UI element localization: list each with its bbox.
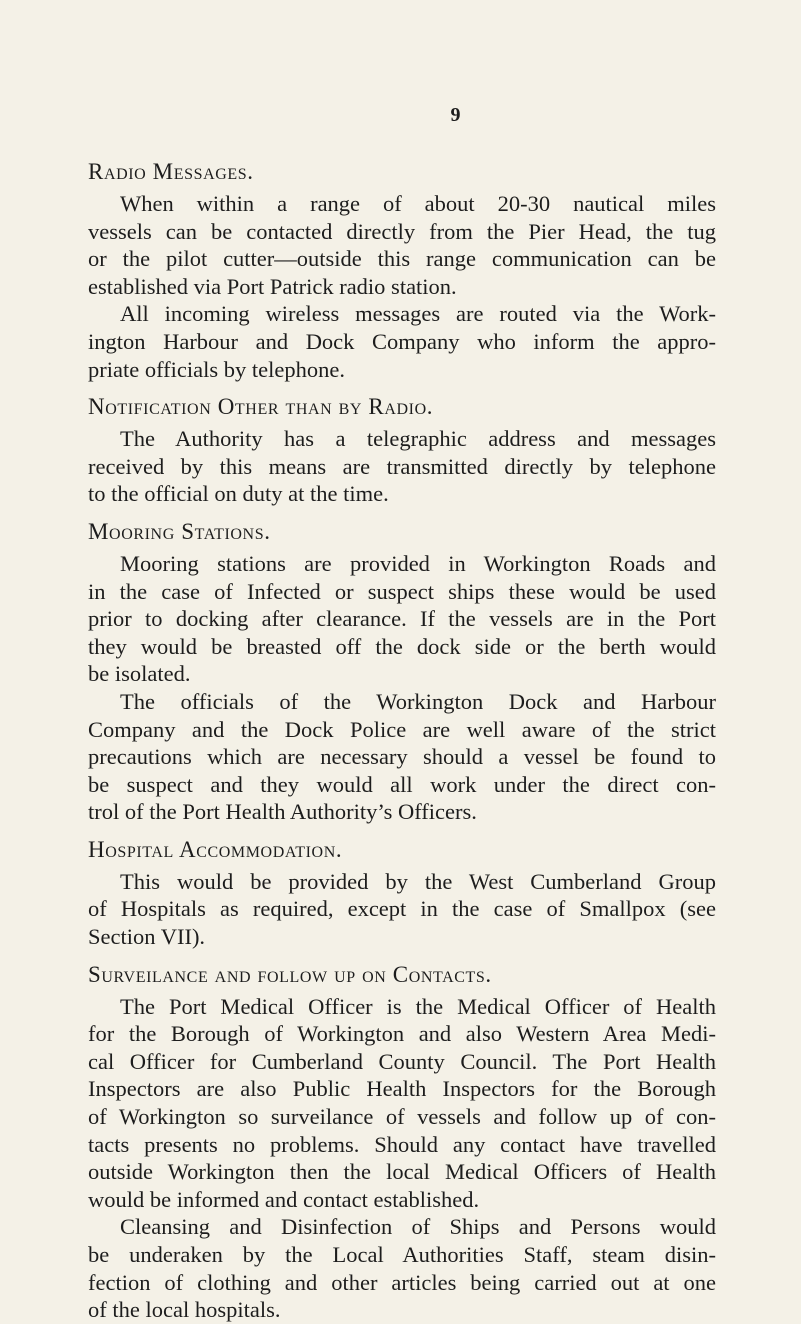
text-line: Company and the Dock Police are well aware of the strict	[88, 716, 716, 742]
paragraph	[88, 688, 716, 826]
text-line: precautions which are necessary should a vessel be found to	[88, 744, 716, 770]
text-line: vessels can be contacted directly from the Pier Head, the tug	[88, 218, 716, 244]
text-line: for the Borough of Workington and also Western Area Medi-	[88, 1021, 716, 1047]
paragraph	[88, 190, 716, 300]
text-line: The Authority has a telegraphic address and messages	[120, 426, 716, 452]
text-line: ington Harbour and Dock Company who inform the appro-	[88, 328, 716, 354]
text-line: tacts presents no problems. Should any contact have travelled	[88, 1131, 716, 1157]
paragraph	[88, 868, 716, 951]
text-line: outside Workington then the local Medical Officers of Health	[88, 1159, 716, 1185]
text-line: they would be breasted off the dock side or the berth would	[88, 633, 716, 659]
text-line: The Port Medical Officer is the Medical Officer of Health	[120, 993, 716, 1019]
text-line: prior to docking after clearance. If the vessels are in the Port	[88, 606, 716, 632]
text-line: established via Port Patrick radio station.	[88, 273, 457, 299]
paragraph	[88, 300, 716, 383]
text-line: Inspectors are also Public Health Inspectors for the Borough	[88, 1076, 716, 1102]
text-line: When within a range of about 20-30 nautical miles	[120, 191, 716, 216]
text-line: This would be provided by the West Cumberland Group	[120, 868, 716, 894]
text-line: or the pilot cutter—outside this range communication can be	[88, 246, 716, 272]
section-heading: Surveilance and follow up on Contacts.	[88, 961, 492, 987]
text-line: would be informed and contact established.	[88, 1186, 480, 1212]
text-line: fection of clothing and other articles being carried out at one	[88, 1269, 716, 1295]
text-line: trol of the Port Health Authority’s Officers.	[88, 799, 477, 825]
text-line: of Workington so surveilance of vessels and follow up of con-	[88, 1104, 716, 1130]
paragraph	[88, 1213, 716, 1323]
text-line: cal Officer for Cumberland County Council. The Port Health	[88, 1048, 716, 1074]
page-number: 9	[450, 104, 461, 126]
section-heading: Hospital Accommodation.	[88, 836, 343, 862]
document-body	[88, 158, 716, 1324]
paragraph	[88, 425, 716, 508]
text-line: be underaken by the Local Authorities Staff, steam disin-	[88, 1242, 716, 1267]
text-line: Cleansing and Disinfection of Ships and Persons would	[120, 1214, 716, 1240]
text-line: priate officials by telephone.	[88, 356, 345, 382]
section-heading: Mooring Stations.	[88, 518, 271, 544]
text-line: in the case of Infected or suspect ships these would be used	[88, 578, 716, 604]
text-line: Section VII).	[88, 924, 206, 950]
section-heading: Notification Other than by Radio.	[88, 394, 434, 420]
text-line: All incoming wireless messages are routed via the Work-	[120, 301, 716, 327]
text-line: received by this means are transmitted directly by telephone	[88, 453, 716, 479]
text-line: of the local hospitals.	[88, 1297, 281, 1323]
paragraph	[88, 993, 716, 1214]
text-line: be isolated.	[88, 661, 191, 687]
text-line: The officials of the Workington Dock and Harbour	[120, 688, 716, 714]
paragraph	[88, 550, 716, 688]
text-line: of Hospitals as required, except in the case of Smallpox (see	[88, 896, 716, 922]
text-line: be suspect and they would all work under the direct con-	[88, 771, 716, 797]
text-line: Mooring stations are provided in Workington Roads and	[120, 550, 716, 576]
text-line: to the official on duty at the time.	[88, 481, 389, 507]
section-heading: Radio Messages.	[88, 159, 254, 184]
